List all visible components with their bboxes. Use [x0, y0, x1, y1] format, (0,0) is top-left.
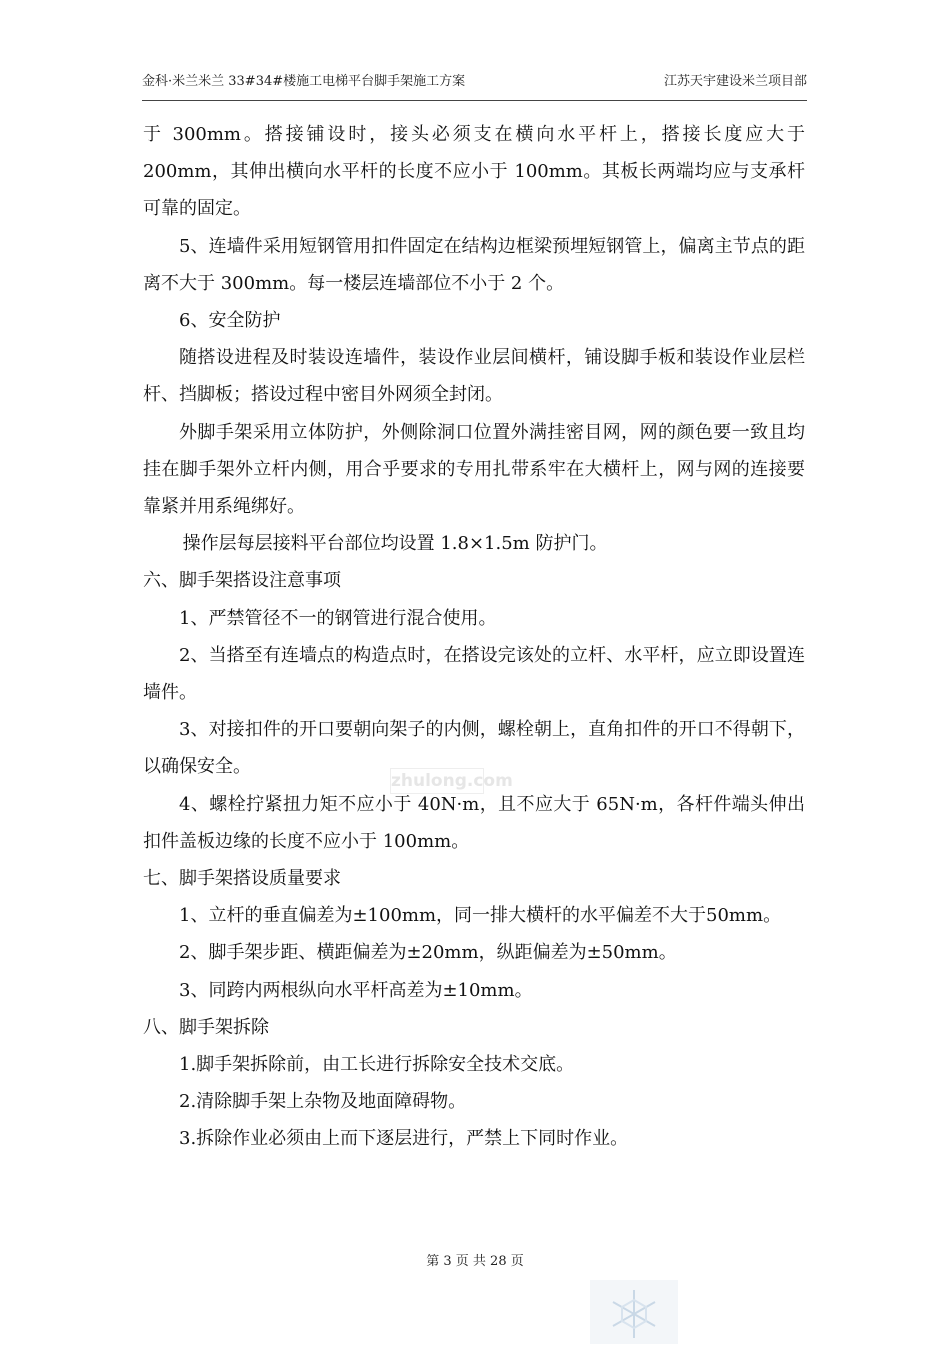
list-item: 1.脚手架拆除前，由工长进行拆除安全技术交底。 [179, 1054, 575, 1076]
list-item: 1、立杆的垂直偏差为±100mm，同一排大横杆的水平偏差不大于50mm。 [179, 905, 782, 927]
paragraph-continuation: 于 300mm。搭接铺设时，接头必须支在横向水平杆上，搭接长度应大于200mm，其伸出横向水平杆的长度不应小于 100mm。其板长两端均应与支承杆可靠的固定。 [143, 124, 805, 220]
subheading-safety-protection: 6、安全防护 [179, 310, 281, 332]
paragraph-safety-1: 随搭设进程及时装设连墙件，装设作业层间横杆，铺设脚手板和装设作业层栏杆、挡脚板；搭设过程中密目外网须全封闭。 [143, 347, 805, 406]
list-item: 3、同跨内两根纵向水平杆高差为±10mm。 [179, 979, 533, 1001]
list-item: 2、脚手架步距、横距偏差为±20mm，纵距偏差为±50mm。 [179, 942, 677, 964]
paragraph-wall-ties: 5、连墙件采用短钢管用扣件固定在结构边框梁预埋短钢管上，偏离主节点的距离不大于 300mm。每一楼层连墙部位不小于 2 个。 [143, 235, 805, 294]
header-document-title: 金科·米兰米兰 33#34#楼施工电梯平台脚手架施工方案 [142, 74, 466, 89]
page-number: 第 3 页 共 28 页 [426, 1254, 524, 1269]
list-item: 4、螺栓拧紧扭力矩不应小于 40N·m，且不应大于 65N·m，各杆件端头伸出扣件盖板边缘的长度不应小于 100mm。 [143, 793, 805, 852]
list-item: 1、严禁管径不一的钢管进行混合使用。 [179, 607, 497, 629]
section-heading-7: 七、脚手架搭设质量要求 [143, 868, 341, 890]
header-divider [142, 100, 807, 101]
paragraph-safety-2: 外脚手架采用立体防护，外侧除洞口位置外满挂密目网，网的颜色要一致且均挂在脚手架外立杆内侧，用合乎要求的专用扎带系牢在大横杆上，网与网的连接要靠紧并用系绳绑好。 [143, 421, 805, 518]
header-company: 江苏天宇建设米兰项目部 [663, 74, 807, 89]
document-body [143, 116, 805, 1158]
section-heading-8: 八、脚手架拆除 [143, 1016, 269, 1038]
watermark-text: zhulong.com [390, 768, 484, 794]
list-item: 3.拆除作业必须由上而下逐层进行，严禁上下同时作业。 [179, 1128, 629, 1150]
paragraph-safety-3: 操作层每层接料平台部位均设置 1.8×1.5m 防护门。 [182, 533, 608, 555]
snowflake-logo-icon [590, 1280, 678, 1344]
list-item: 2、当搭至有连墙点的构造点时，在搭设完该处的立杆、水平杆，应立即设置连墙件。 [143, 644, 805, 704]
section-heading-6: 六、脚手架搭设注意事项 [143, 570, 341, 592]
list-item: 3、对接扣件的开口要朝向架子的内侧，螺栓朝上，直角扣件的开口不得朝下，以确保安全。 [143, 719, 805, 778]
list-item: 2.清除脚手架上杂物及地面障碍物。 [179, 1091, 467, 1113]
